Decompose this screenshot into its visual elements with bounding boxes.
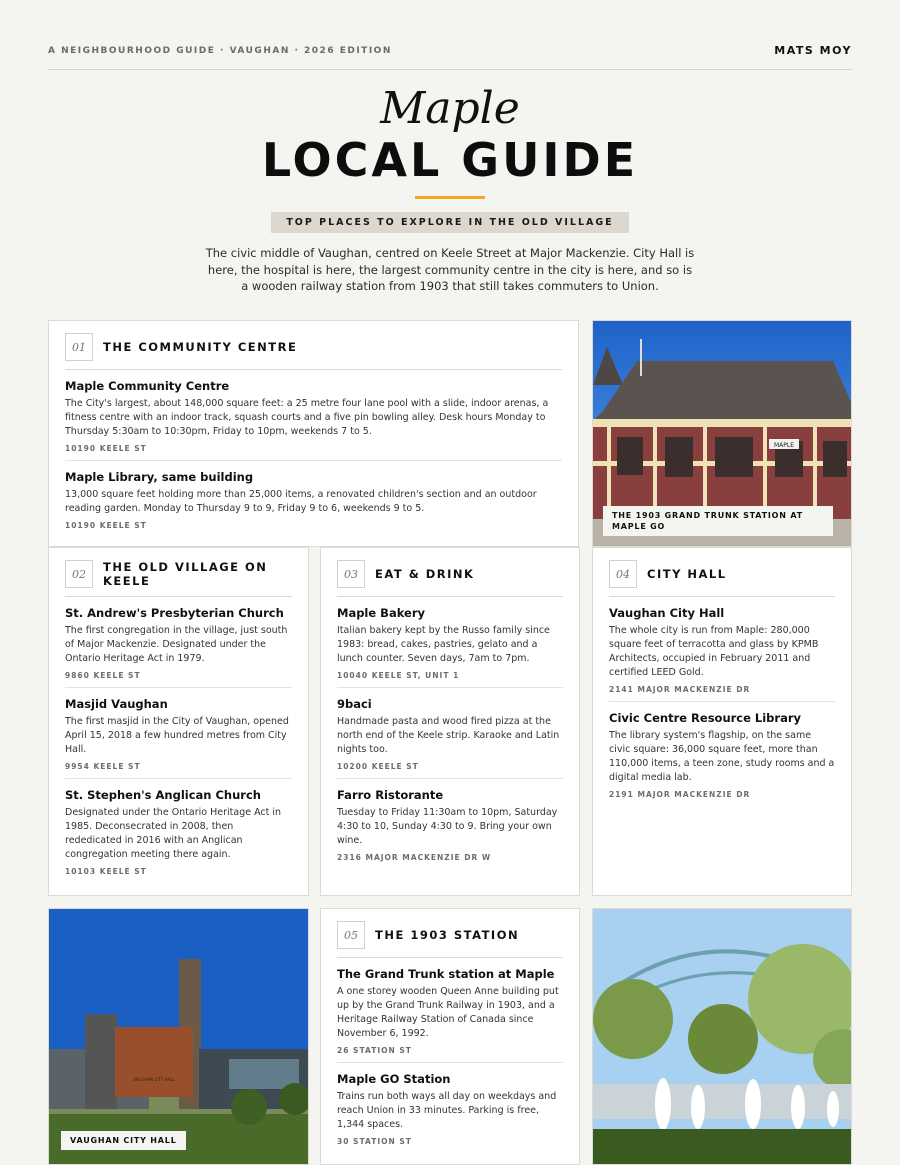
place-address: 10190 KEELE ST: [65, 521, 147, 530]
script-title: Maple: [380, 83, 520, 134]
intro-paragraph: The civic middle of Vaughan, centred on Keele Street at Major Mackenzie. City Hall is here, the hospital is here, the largest community centre in the city is here, and so is a wooden railway station from 1903 that still takes commuters to Union.: [205, 246, 695, 293]
station-caption: THE 1903 GRAND TRUNK STATION AT MAPLE GO: [603, 506, 833, 536]
section-title: EAT & DRINK: [375, 567, 475, 581]
author-name: MATS MOY: [774, 44, 852, 57]
list-item: [65, 688, 292, 779]
city-hall-caption: VAUGHAN CITY HALL: [61, 1131, 186, 1150]
card-header: [609, 560, 835, 597]
place-name: St. Andrew's Presbyterian Church: [65, 606, 284, 620]
place-name: Maple Library, same building: [65, 470, 254, 484]
place-address: 2141 MAJOR MACKENZIE DR: [609, 685, 751, 694]
list-item: [609, 702, 835, 806]
section-title: THE OLD VILLAGE ON KEELE: [103, 560, 268, 588]
card-header: [337, 560, 563, 597]
place-name: Maple GO Station: [337, 1072, 451, 1086]
place-name: 9baci: [337, 697, 372, 711]
section-card-old-village: [48, 547, 309, 896]
section-number: 01: [65, 333, 93, 361]
place-description: Designated under the Ontario Heritage Act in 1985. Deconsecrated in 2008, then rededicated in 2016 with an Anglican congregation meeting there again.: [65, 807, 282, 860]
place-address: 10103 KEELE ST: [65, 867, 147, 876]
list-item: [337, 688, 563, 779]
section-card-1903-station: [320, 908, 580, 1165]
place-description: The whole city is run from Maple: 280,000 square feet of terracotta and glass by KPMB Architects, occupied in February 2011 and certified LEED Gold.: [609, 625, 819, 678]
hero: [0, 84, 900, 295]
place-name: Farro Ristorante: [337, 788, 444, 802]
section-card-community-centre: [48, 320, 579, 547]
place-address: 9954 KEELE ST: [65, 762, 141, 771]
section-title: THE COMMUNITY CENTRE: [103, 340, 298, 354]
place-name: Masjid Vaughan: [65, 697, 168, 711]
list-item: [337, 779, 563, 869]
city-hall-sign: VAUGHAN CITY HALL: [133, 1077, 175, 1082]
place-description: The library system's flagship, on the same civic square: 36,000 square feet, more than 110,000 items, a teen zone, study rooms and a digital media lab.: [609, 730, 835, 783]
section-number: 05: [337, 921, 365, 949]
place-description: Italian bakery kept by the Russo family since 1983: bread, cakes, pastries, gelato and a lunch counter. Seven days, 7am to 7pm.: [337, 625, 550, 664]
place-description: Handmade pasta and wood fired pizza at the north end of the Keele strip. Karaoke and Latin nights too.: [337, 716, 560, 755]
list-item: [337, 1063, 563, 1153]
section-number: 04: [609, 560, 637, 588]
place-description: The first masjid in the City of Vaughan, opened April 15, 2018 a few hundred metres from City Hall.: [65, 716, 289, 755]
section-number: 02: [65, 560, 93, 588]
list-item: [337, 958, 563, 1063]
place-address: 10190 KEELE ST: [65, 444, 147, 453]
place-description: Trains run both ways all day on weekdays and reach Union in 33 minutes. Parking is free, 1,344 spaces.: [337, 1091, 557, 1130]
list-item: [337, 597, 563, 688]
place-name: Vaughan City Hall: [609, 606, 725, 620]
city-hall-illustration: [49, 909, 309, 1165]
list-item: [65, 597, 292, 688]
place-address: 10040 KEELE ST, UNIT 1: [337, 671, 460, 680]
place-description: The City's largest, about 148,000 square feet: a 25 metre four lane pool with a slide, indoor arenas, a fitness centre with an indoor track, squash courts and a five pin bowling alley. Desk hours Monday to Thursday 5:30am to 10:30pm, Friday to 10pm, weekends 7 to 5.: [65, 398, 549, 437]
card-header: [65, 333, 562, 370]
station-sign: MAPLE: [773, 442, 795, 449]
place-description: Tuesday to Friday 11:30am to 10pm, Saturday 4:30 to 10, Sunday 4:30 to 9. Bring your own wine.: [337, 807, 558, 846]
accent-rule: [415, 196, 485, 199]
section-card-eat-drink: [320, 547, 580, 896]
place-address: 26 STATION ST: [337, 1046, 412, 1055]
place-address: 9860 KEELE ST: [65, 671, 141, 680]
place-name: Maple Community Centre: [65, 379, 230, 393]
subtitle-pill: TOP PLACES TO EXPLORE IN THE OLD VILLAGE: [271, 212, 628, 233]
list-item: [609, 597, 835, 702]
page-title: LOCAL GUIDE: [261, 133, 639, 187]
guide-kicker: A NEIGHBOURHOOD GUIDE · VAUGHAN · 2026 EDITION: [48, 46, 392, 56]
page-header: [48, 44, 852, 70]
section-card-city-hall: [592, 547, 852, 896]
section-number: 03: [337, 560, 365, 588]
place-description: A one storey wooden Queen Anne building put up by the Grand Trunk Railway in 1903, and a Heritage Railway Station of Canada since November 6, 1992.: [337, 986, 559, 1039]
card-header: [337, 921, 563, 958]
place-address: 30 STATION ST: [337, 1137, 412, 1146]
list-item: [65, 370, 562, 461]
place-address: 2316 MAJOR MACKENZIE DR W: [337, 853, 492, 862]
place-description: 13,000 square feet holding more than 25,000 items, a renovated children's section and an outdoor reading garden. Monday to Thursday 9 to 9, Friday 9 to 6, weekends 9 to 5.: [65, 489, 537, 514]
park-fountain-photo: [592, 908, 852, 1165]
section-title: CITY HALL: [647, 567, 727, 581]
list-item: [65, 461, 562, 537]
place-address: 2191 MAJOR MACKENZIE DR: [609, 790, 751, 799]
city-hall-photo: [48, 908, 309, 1165]
card-header: [65, 560, 292, 597]
park-illustration: [593, 909, 852, 1165]
list-item: [65, 779, 292, 883]
place-description: The first congregation in the village, just south of Major Mackenzie. Designated under the Ontario Heritage Act in 1979.: [65, 625, 288, 664]
place-name: The Grand Trunk station at Maple: [337, 967, 555, 981]
station-photo: [592, 320, 852, 547]
section-title: THE 1903 STATION: [375, 928, 520, 942]
place-name: Civic Centre Resource Library: [609, 711, 802, 725]
place-address: 10200 KEELE ST: [337, 762, 419, 771]
place-name: St. Stephen's Anglican Church: [65, 788, 261, 802]
place-name: Maple Bakery: [337, 606, 426, 620]
